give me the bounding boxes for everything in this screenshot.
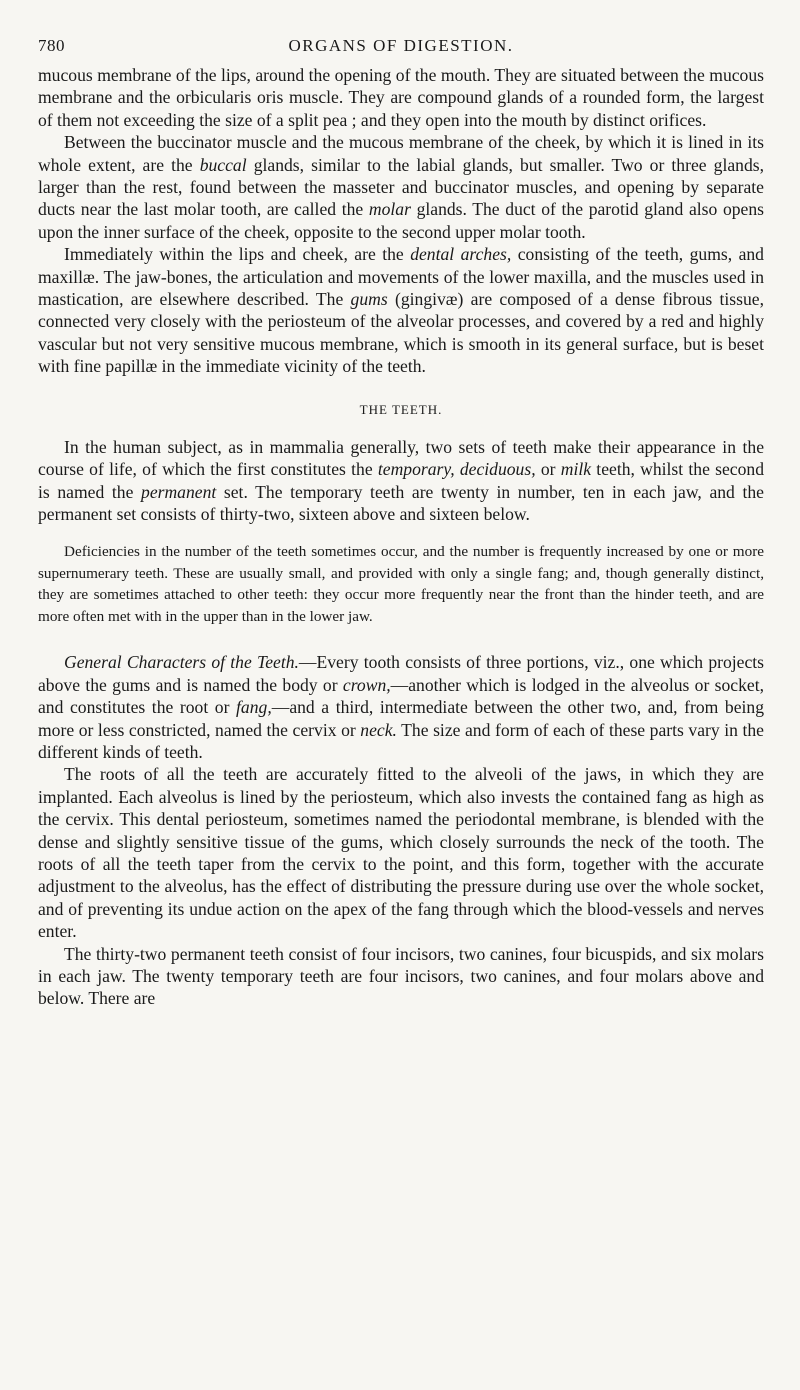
paragraph-permanent-teeth-count: The thirty-two permanent teeth consist of four incisors, two canines, four bicuspids, and six molars in each jaw. The twenty temporary teeth are four incisors, two canines, and four molars above and below. There are: [38, 943, 764, 1009]
spacer: [38, 525, 764, 541]
text-run: —another which is lodged in the alveolus or socket, and constitutes the root or: [38, 674, 764, 718]
italic-term: permanent: [141, 481, 217, 502]
text-run: —Every tooth consists of three portions, viz., one which projects above the gums and is named the body or: [38, 652, 765, 695]
running-title: ORGANS OF DIGESTION.: [288, 36, 514, 55]
section-heading: THE TEETH.: [359, 401, 443, 417]
italic-term: buccal: [199, 154, 247, 175]
italic-term: molar: [368, 199, 411, 220]
italic-term: milk: [560, 459, 592, 480]
text-run: consisting of the teeth, gums, and maxillæ. The jaw-bones, the articulation and movements of the lower maxilla, and the muscles used in mastication, are elsewhere described. The: [38, 244, 764, 310]
text-run: glands. The duct of the parotid gland also opens upon the inner surface of the cheek, opposite to the second upper molar tooth.: [38, 199, 764, 242]
text-run: (gingivæ) are composed of a dense fibrous tissue, connected very closely with the periosteum of the alveolar processes, and covered by a red and highly vascular but not very sensitive mucous membrane, which is smooth in its general surface, but is beset with fine papillæ in the immediate vicinity of the teeth.: [38, 289, 764, 377]
text-run: set. The temporary teeth are twenty in number, ten in each jaw, and the permanent set consists of thirty-two, sixteen above and sixteen below.: [38, 481, 764, 524]
paragraph-two-sets-of-teeth: [38, 436, 764, 526]
italic-term: dental arches,: [410, 244, 512, 265]
paragraph-general-characters: [38, 651, 764, 763]
italic-subheading: General Characters of the Teeth.: [64, 652, 299, 673]
note-supernumerary-teeth: Deficiencies in the number of the teeth sometimes occur, and the number is frequently increased by one or more supernumerary teeth. These are usually small, and provided with only a single fang; and, though generally distinct, they are sometimes attached to other teeth: they occur more frequently near the front than the hinder teeth, and are more often met with in the upper than in the lower jaw.: [38, 543, 764, 625]
italic-term: gums: [350, 289, 388, 310]
text-run: glands, similar to the labial glands, but smaller. Two or three glands, larger than the rest, found between the masseter and buccinator muscles, and opening by separate ducts near the last molar tooth, are called the: [38, 154, 764, 220]
paragraph-dental-arches: [38, 243, 764, 377]
text-run: Between the buccinator muscle and the mucous membrane of the cheek, by which it is lined in its whole extent, are the: [38, 132, 764, 175]
text-run: teeth, whilst the second is named the: [38, 459, 765, 502]
spacer: [38, 627, 764, 651]
text-run: Immediately within the lips and cheek, are the: [64, 244, 411, 265]
page-number: 780: [38, 36, 65, 55]
text-run: —and a third, intermediate between the other two, and, from being more or less constricted, named the cervix or: [38, 697, 765, 740]
italic-term: temporary, deciduous,: [377, 459, 536, 480]
text-run: or: [535, 459, 561, 480]
running-head: [38, 30, 764, 64]
italic-term: neck.: [360, 719, 397, 740]
text-run: In the human subject, as in mammalia generally, two sets of teeth make their appearance in the course of life, of which the first constitutes the: [38, 436, 764, 480]
paragraph-labial-glands: mucous membrane of the lips, around the opening of the mouth. They are situated between the mucous membrane and the orbicularis oris muscle. They are compound glands of a rounded form, the largest of them not exceeding the size of a split pea ; and they open into the mouth by distinct orifices.: [38, 65, 764, 130]
paragraph-roots-of-teeth: The roots of all the teeth are accurately fitted to the alveoli of the jaws, in which they are implanted. Each alveolus is lined by the periosteum, which also invests the contained fang as high as the cervix. This dental periosteum, sometimes named the periodontal membrane, is blended with the dense and slightly sensitive tissue of the gums, which closely surrounds the neck of the tooth. The roots of all the teeth taper from the cervix to the point, and this form, together with the accurate adjustment to the alveolus, has the effect of distributing the pressure during use over the whole socket, and of preventing its undue action on the apex of the fang through which the blood-vessels and nerves enter.: [38, 764, 764, 942]
paragraph-buccal-glands: [38, 131, 764, 243]
text-run: The size and form of each of these parts vary in the different kinds of teeth.: [38, 719, 764, 762]
italic-term: crown,: [342, 674, 391, 695]
italic-term: fang,: [236, 697, 272, 718]
